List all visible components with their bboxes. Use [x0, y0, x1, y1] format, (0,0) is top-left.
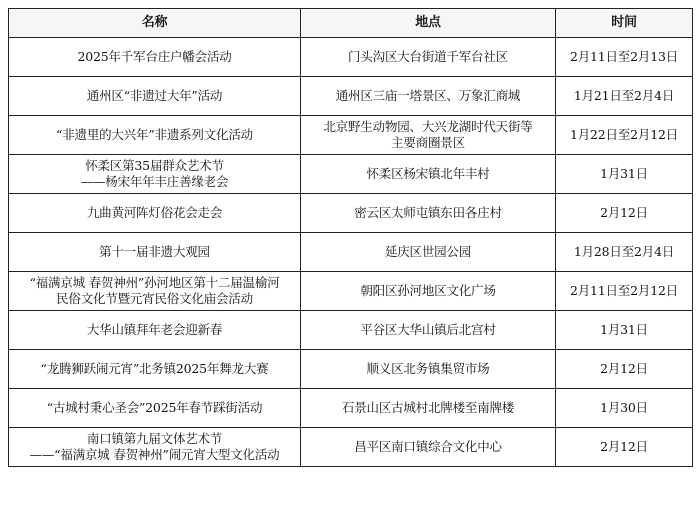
cell-time: 2月12日 [556, 194, 693, 233]
table-row [9, 389, 693, 428]
cell-place [301, 311, 556, 350]
cell-place-line: 昌平区南口镇综合文化中心 [354, 439, 502, 454]
cell-time: 2月11日至2月12日 [556, 272, 693, 311]
cell-name-line: “非遗里的大兴年”非遗系列文化活动 [56, 127, 253, 142]
cell-place-line: 延庆区世园公园 [384, 244, 472, 259]
cell-place [301, 389, 556, 428]
cell-place-line: 通州区三庙一塔景区、万象汇商城 [335, 88, 521, 103]
cell-name-line: 九曲黄河阵灯俗花会走会 [86, 205, 223, 220]
table-row [9, 272, 693, 311]
cell-time: 1月31日 [556, 311, 693, 350]
cell-name [9, 350, 301, 389]
table-row [9, 77, 693, 116]
table-row [9, 116, 693, 155]
cell-time: 2月11日至2月13日 [556, 38, 693, 77]
events-table-container [8, 8, 692, 467]
cell-name-line: 2025年千军台庄户幡会活动 [77, 49, 232, 64]
cell-place-line: 平谷区大华山镇后北宫村 [360, 322, 496, 337]
cell-name [9, 194, 301, 233]
cell-place [301, 38, 556, 77]
table-row [9, 311, 693, 350]
cell-place [301, 428, 556, 467]
header-place: 地点 [301, 9, 556, 38]
cell-place-line: 怀柔区杨宋镇北年丰村 [366, 166, 490, 181]
cell-name [9, 311, 301, 350]
cell-place [301, 233, 556, 272]
cell-name-line: 南口镇第九届文体艺术节 [86, 431, 223, 446]
cell-name [9, 272, 301, 311]
table-row [9, 233, 693, 272]
cell-name-line: 民俗文化节暨元宵民俗文化庙会活动 [56, 291, 253, 306]
cell-name-line: “龙腾狮跃闹元宵”北务镇2025年舞龙大赛 [40, 361, 269, 376]
table-body [9, 38, 693, 467]
cell-place-line: 主要商圈景区 [391, 135, 465, 150]
cell-place-line: 门头沟区大台街道千军台社区 [348, 49, 508, 64]
cell-name [9, 389, 301, 428]
cell-time: 2月12日 [556, 350, 693, 389]
table-row [9, 155, 693, 194]
table-row [9, 428, 693, 467]
cell-time: 1月22日至2月12日 [556, 116, 693, 155]
cell-name-line: ——杨宋年年丰庄善缘老会 [80, 174, 229, 189]
cell-place-line: 密云区太师屯镇东田各庄村 [354, 205, 502, 220]
cell-name [9, 233, 301, 272]
cell-place [301, 350, 556, 389]
table-row [9, 194, 693, 233]
cell-name-line: 第十一届非遗大观园 [99, 244, 210, 259]
cell-name [9, 38, 301, 77]
cell-place [301, 194, 556, 233]
cell-name-line: 大华山镇拜年老会迎新春 [86, 322, 223, 337]
cell-name-line: “古城村秉心圣会”2025年春节踩街活动 [46, 400, 263, 415]
cell-name [9, 155, 301, 194]
cell-place [301, 116, 556, 155]
table-row [9, 350, 693, 389]
cell-name [9, 116, 301, 155]
cell-place-line: 朝阳区孙河地区文化广场 [360, 283, 496, 298]
events-table [8, 8, 693, 467]
cell-place [301, 77, 556, 116]
cell-place [301, 272, 556, 311]
cell-place [301, 155, 556, 194]
cell-time: 1月31日 [556, 155, 693, 194]
cell-time: 2月12日 [556, 428, 693, 467]
cell-name [9, 77, 301, 116]
cell-time: 1月30日 [556, 389, 693, 428]
cell-time: 1月21日至2月4日 [556, 77, 693, 116]
cell-name-line: 怀柔区第35届群众艺术节 [85, 158, 224, 173]
cell-time: 1月28日至2月4日 [556, 233, 693, 272]
table-row [9, 38, 693, 77]
cell-name [9, 428, 301, 467]
cell-place-line: 顺义区北务镇集贸市场 [366, 361, 490, 376]
header-time: 时间 [556, 9, 693, 38]
cell-place-line: 北京野生动物园、大兴龙湖时代天街等 [323, 119, 533, 134]
cell-name-line: 通州区“非遗过大年”活动 [86, 88, 223, 103]
table-header-row [9, 9, 693, 38]
header-name: 名称 [9, 9, 301, 38]
cell-place-line: 石景山区古城村北牌楼至南牌楼 [341, 400, 515, 415]
cell-name-line: ——“福满京城 春贺神州”闹元宵大型文化活动 [29, 447, 280, 462]
cell-name-line: “福满京城 春贺神州”孙河地区第十二届温榆河 [29, 275, 280, 290]
